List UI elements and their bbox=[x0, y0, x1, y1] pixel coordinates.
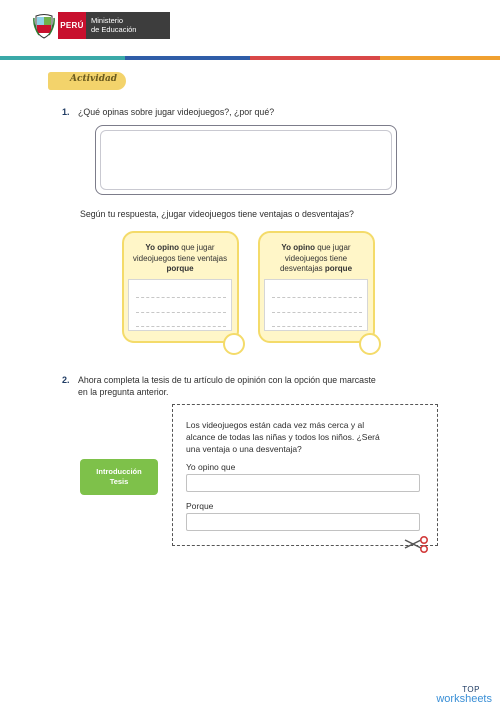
header-bar-red bbox=[250, 56, 380, 60]
card-1-mid: que jugar videojuegos tiene ventajas bbox=[132, 243, 228, 263]
intro-text-line-2: alcance de todas las niñas y todos los niños. ¿Será bbox=[186, 432, 380, 442]
watermark-bottom: worksheets bbox=[436, 693, 492, 705]
peru-badge: PERÚ bbox=[58, 12, 86, 39]
question-1-answer-field[interactable] bbox=[100, 130, 392, 190]
advantages-writing-area[interactable] bbox=[128, 279, 232, 331]
header-bar-teal bbox=[0, 56, 125, 60]
activity-label: Actividad bbox=[70, 74, 118, 84]
advantages-card-text bbox=[130, 243, 230, 275]
write-line bbox=[136, 297, 226, 298]
intro-tag-line-1: Introducción bbox=[96, 467, 142, 476]
write-line bbox=[272, 297, 362, 298]
card-1-bold-2: porque bbox=[166, 264, 194, 273]
advantages-prompt: Según tu respuesta, ¿jugar videojuegos tiene ventajas o desventajas? bbox=[80, 209, 354, 219]
ministry-line-2: de Educación bbox=[91, 24, 137, 34]
card-2-bold-1: Yo opino bbox=[281, 243, 316, 252]
card-2-bold-2: porque bbox=[324, 264, 353, 273]
intro-text-line-3: una ventaja o una desventaja? bbox=[186, 444, 302, 454]
disadvantages-card-text bbox=[266, 243, 366, 275]
write-line bbox=[136, 326, 226, 327]
ministry-line-1: Ministerio bbox=[91, 16, 124, 25]
watermark-top: TOP bbox=[462, 685, 480, 694]
write-line bbox=[272, 326, 362, 327]
intro-text-line-1: Los videojuegos están cada vez más cerca y al bbox=[186, 420, 365, 430]
intro-tag-line-2: Tesis bbox=[109, 477, 129, 486]
question-1-text: ¿Qué opinas sobre jugar videojuegos?, ¿por qué? bbox=[78, 107, 275, 117]
intro-thesis-tag bbox=[80, 459, 158, 495]
question-2-line-2: en la pregunta anterior. bbox=[78, 387, 169, 397]
opino-input[interactable] bbox=[186, 474, 420, 492]
question-2-line-1: Ahora completa la tesis de tu artículo de opinión con la opción que marcaste bbox=[78, 375, 376, 385]
card-1-bold-1: Yo opino bbox=[145, 243, 180, 252]
porque-label: Porque bbox=[186, 501, 214, 511]
advantages-select-circle[interactable] bbox=[223, 333, 245, 355]
card-2-mid: que jugar videojuegos tiene desventajas bbox=[279, 243, 351, 273]
porque-input[interactable] bbox=[186, 513, 420, 531]
header-bar-blue bbox=[125, 56, 250, 60]
disadvantages-writing-area[interactable] bbox=[264, 279, 368, 331]
write-line bbox=[136, 312, 226, 313]
disadvantages-select-circle[interactable] bbox=[359, 333, 381, 355]
coat-of-arms-icon bbox=[33, 12, 55, 39]
header-bar-orange bbox=[380, 56, 500, 60]
question-1-number: 1. bbox=[62, 107, 70, 117]
question-2-number: 2. bbox=[62, 375, 70, 385]
write-line bbox=[272, 312, 362, 313]
opino-label: Yo opino que bbox=[186, 462, 236, 472]
scissors-icon bbox=[403, 536, 429, 554]
ministry-label bbox=[86, 12, 170, 39]
